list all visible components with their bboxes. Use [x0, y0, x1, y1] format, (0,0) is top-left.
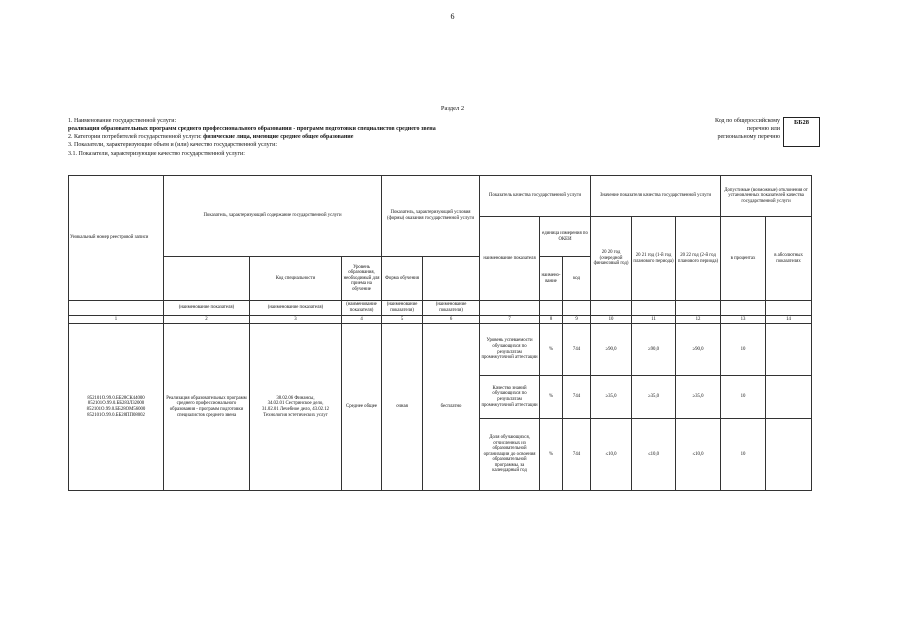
col-number: 12 [676, 316, 721, 324]
col-number: 9 [563, 316, 591, 324]
table-row-abs [766, 419, 812, 491]
table-row-v3: ≤10,0 [676, 419, 721, 491]
h-name-ind-1: (наименование показателя) [164, 301, 250, 316]
h-conditions: Показатель, характеризующий условия (формы) оказания государственной услуги [382, 176, 480, 257]
col-number: 10 [591, 316, 632, 324]
table-row-unit: % [540, 419, 563, 491]
service-name-text: реализация образовательных программ среднего профессионального образования - программ подготовки специалистов среднего звена [68, 126, 436, 132]
col-number: 13 [721, 316, 766, 324]
h-absolute: в абсолютных показателях [766, 217, 812, 301]
table-row-v2: ≥35,0 [632, 376, 676, 419]
table-row-pct: 10 [721, 376, 766, 419]
col-number: 6 [423, 316, 480, 324]
h-sub-11 [632, 301, 676, 316]
table-row-indicator: Уровень успеваемости обучающихся по результатам промежуточной аттестации [480, 324, 540, 376]
table-row-pct: 10 [721, 324, 766, 376]
h-sub-8 [540, 301, 563, 316]
h-name-ind-5: (наименование показателя) [423, 301, 480, 316]
h-unit: единица измерения по ОКЕИ [540, 217, 591, 257]
h-edu-level: Уровень образования, необходимый для приема на обучение [342, 257, 382, 301]
table-row-v1: ≤10,0 [591, 419, 632, 491]
h-sub-7 [480, 301, 540, 316]
quality-table [68, 175, 812, 491]
col-number: 4 [342, 316, 382, 324]
h-blank-content [164, 257, 250, 301]
service-name-label: 1. Наименование государственной услуги: [68, 118, 177, 124]
table-row-code: 744 [563, 376, 591, 419]
table-row-unit: % [540, 324, 563, 376]
col-number: 5 [382, 316, 423, 324]
h-values: Значение показателя качества государственной услуги [591, 176, 721, 217]
code-box [783, 117, 820, 147]
h-year3: 20 22 год (2-й год планового периода) [676, 217, 721, 301]
h-blank-conditions [423, 257, 480, 301]
table-row-v3: ≥90,0 [676, 324, 721, 376]
code-label-1: Код по общероссийскому [715, 118, 780, 124]
h-unit-name: наимено-вание [540, 257, 563, 301]
col-number: 8 [540, 316, 563, 324]
consumer-category-label: 2. Категории потребителей государственной услуги: [68, 134, 202, 140]
table-row-indicator: Качество знаний обучающихся по результатам промежуточной аттестации [480, 376, 540, 419]
table-row-indicator: Доля обучающихся, отчисленных из образовательной организации до освоения образовательной программы, за календарный год [480, 419, 540, 491]
program-name: Реализация образовательных программ среднего профессионального образования - программ подготовки специалистов среднего звена [164, 324, 250, 491]
indicators-heading: 3. Показатели, характеризующие объем и (или) качество государственной услуги: [68, 142, 277, 148]
h-registry: Уникальный номер реестровой записи [69, 176, 164, 301]
consumer-category-value: физические лица, имеющие среднее общее образование [203, 134, 354, 140]
table-row-v1: ≥90,0 [591, 324, 632, 376]
h-year2: 20 21 год (1-й год планового периода) [632, 217, 676, 301]
h-sub-10 [591, 301, 632, 316]
h-percent: в процентах [721, 217, 766, 301]
registry-numbers: 852101О.99.0.ББ28СК44000 852101О.99.0.ББ28ЗЛ32000 852101О.99.0.ББ28ОМ56000 852101О.99.0.ББ28ПП08002 [69, 324, 164, 491]
table-row-v2: ≤10,0 [632, 419, 676, 491]
h-deviation: Допустимые (возможные) отклонения от установленных показателей качества государственной услуги [721, 176, 812, 217]
table-row-v2: ≥90,0 [632, 324, 676, 376]
h-sub-9 [563, 301, 591, 316]
col-number: 2 [164, 316, 250, 324]
code-label-2: перечню или [746, 126, 780, 132]
table-row-abs [766, 376, 812, 419]
table-row-pct: 10 [721, 419, 766, 491]
section-title: Раздел 2 [440, 105, 465, 112]
quality-indicators-heading: 3.1. Показатели, характеризующие качество государственной услуги: [68, 151, 245, 157]
table-row-code: 744 [563, 419, 591, 491]
h-content: Показатель, характеризующий содержание государственной услуги [164, 176, 382, 257]
col-number: 14 [766, 316, 812, 324]
col-number: 3 [250, 316, 342, 324]
table-row-v1: ≥35,0 [591, 376, 632, 419]
code-label-3: региональному перечню [717, 134, 780, 140]
service-name-value [68, 126, 436, 134]
h-form: Форма обучения [382, 257, 423, 301]
h-registry-sub [69, 301, 164, 316]
h-sub-12 [676, 301, 721, 316]
table-row-abs [766, 324, 812, 376]
h-name-ind-3: (наименование показателя) [342, 301, 382, 316]
h-unit-code: код [563, 257, 591, 301]
table-row-unit: % [540, 376, 563, 419]
h-sub-13 [721, 301, 766, 316]
consumer-category [68, 134, 353, 142]
h-quality: Показатель качества государственной услуги [480, 176, 591, 217]
code-value: ББ28 [793, 119, 810, 126]
edu-level: Среднее общее [342, 324, 382, 491]
study-form: очная [382, 324, 423, 491]
specialty-codes: 38.02.06 Финансы, 34.02.01 Сестринское дело, 31.02.01 Лечебное дело, 43.02.12 Технология эстетических услуг [250, 324, 342, 491]
col-number: 7 [480, 316, 540, 324]
h-spec-code: Код специальности [250, 257, 342, 301]
col-number: 1 [69, 316, 164, 324]
h-year1: 20 20 год (очередной финансовый год) [591, 217, 632, 301]
h-name-ind-4: (наименование показателя) [382, 301, 423, 316]
table-row-code: 744 [563, 324, 591, 376]
col-number: 11 [632, 316, 676, 324]
h-sub-14 [766, 301, 812, 316]
page-number: 6 [450, 12, 455, 21]
h-name-ind-2: (наименование показателя) [250, 301, 342, 316]
table-row-v3: ≥35,0 [676, 376, 721, 419]
payment-basis: бесплатно [423, 324, 480, 491]
h-name: наименование показателя [480, 217, 540, 301]
